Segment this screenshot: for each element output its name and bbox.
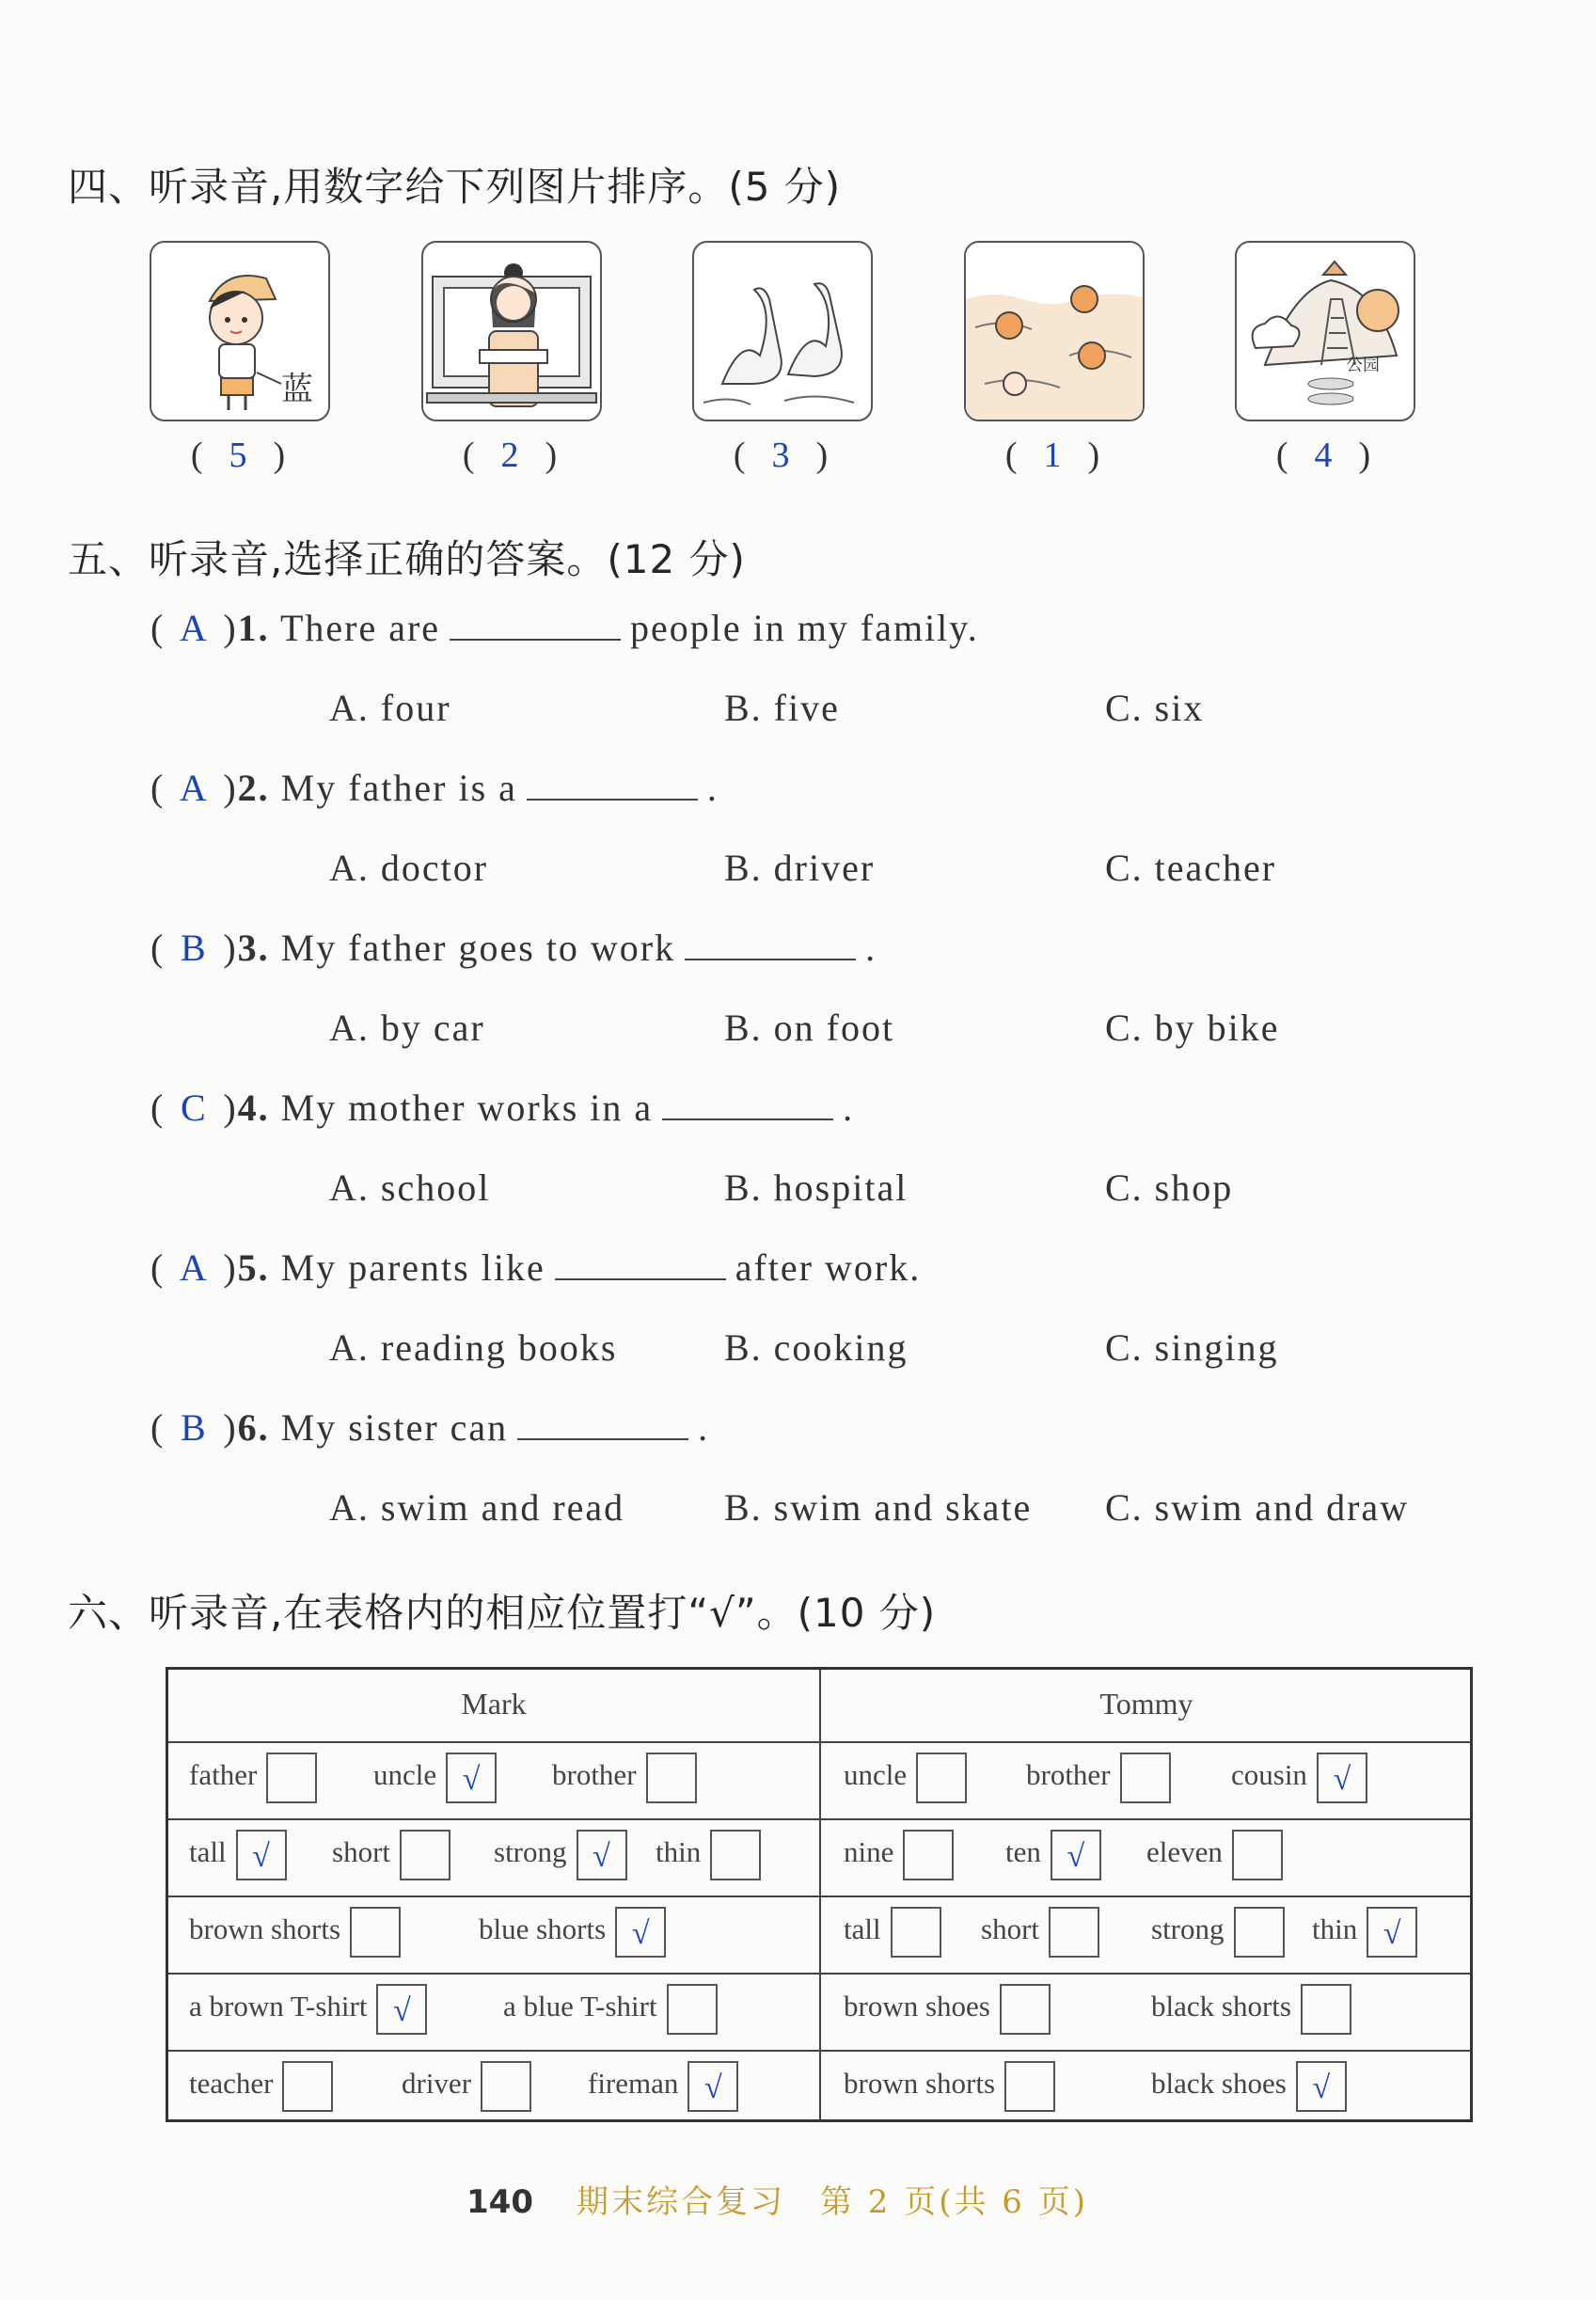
paren-close: ) bbox=[223, 927, 238, 969]
item-label: eleven bbox=[1146, 1835, 1223, 1869]
check-box[interactable] bbox=[1049, 1907, 1099, 1958]
check-box[interactable] bbox=[1234, 1907, 1285, 1958]
check-box[interactable] bbox=[481, 2061, 531, 2112]
mark_rows-item bbox=[189, 1907, 401, 1958]
answer-slot-4: ( 1 ) bbox=[1004, 436, 1100, 475]
question-2 bbox=[150, 766, 719, 810]
check-box[interactable]: √ bbox=[615, 1907, 666, 1958]
option-a: A. school bbox=[329, 1166, 491, 1209]
item-label: black shoes bbox=[1151, 2067, 1287, 2101]
item-label: tall bbox=[189, 1835, 227, 1869]
check-box[interactable] bbox=[400, 1830, 450, 1880]
option-b: B. on foot bbox=[724, 1007, 895, 1049]
question-number: 2. bbox=[237, 767, 270, 809]
paren-open: ( bbox=[150, 607, 166, 649]
mark_rows-item bbox=[189, 2061, 333, 2112]
item-label: fireman bbox=[588, 2067, 679, 2101]
paren-open: ( bbox=[150, 767, 166, 809]
question-3 bbox=[150, 926, 877, 970]
item-label: cousin bbox=[1231, 1758, 1307, 1792]
tommy_rows-item bbox=[844, 1830, 954, 1880]
picture-5 bbox=[1235, 241, 1415, 421]
picture-2 bbox=[421, 241, 602, 421]
item-label: black shorts bbox=[1151, 1990, 1291, 2023]
question-number: 5. bbox=[237, 1246, 270, 1289]
item-label: uncle bbox=[844, 1758, 908, 1792]
item-label: brown shorts bbox=[189, 1912, 341, 1946]
question-text-end: . bbox=[865, 927, 877, 969]
answer-letter: C bbox=[180, 1087, 208, 1129]
option-c: C. shop bbox=[1105, 1166, 1234, 1209]
item-label: thin bbox=[656, 1835, 702, 1869]
picture-label: 公园 bbox=[1346, 356, 1380, 375]
check-box[interactable] bbox=[282, 2061, 333, 2112]
tommy_rows-item bbox=[1151, 1984, 1351, 2035]
page-footer bbox=[466, 2176, 1088, 2222]
question-number: 6. bbox=[237, 1406, 270, 1449]
footer-text: 期末综合复习 第 2 页(共 6 页) bbox=[576, 2183, 1089, 2221]
answer-letter: B bbox=[180, 1406, 208, 1449]
picture-4 bbox=[964, 241, 1145, 421]
question-number: 1. bbox=[237, 607, 270, 649]
check-box[interactable] bbox=[266, 1753, 317, 1803]
question-text: My father goes to work bbox=[280, 927, 676, 969]
check-box[interactable] bbox=[1004, 2061, 1055, 2112]
question-1 bbox=[150, 606, 979, 650]
option-a: A. by car bbox=[329, 1007, 485, 1049]
question-number: 3. bbox=[237, 927, 270, 969]
question-number: 4. bbox=[237, 1087, 270, 1129]
item-label: teacher bbox=[189, 2067, 274, 2101]
check-box[interactable]: √ bbox=[236, 1830, 287, 1880]
option-b: B. hospital bbox=[724, 1166, 909, 1209]
mark_rows-item bbox=[588, 2061, 738, 2112]
answer-slot-2: ( 2 ) bbox=[462, 436, 558, 475]
option-a: A. doctor bbox=[329, 847, 489, 889]
swimming-kids-icon bbox=[966, 243, 1143, 420]
item-label: blue shorts bbox=[479, 1912, 607, 1946]
answer-slot-5: ( 4 ) bbox=[1275, 436, 1371, 475]
tommy_rows-item bbox=[844, 1984, 1051, 2035]
mark_rows-item bbox=[503, 1984, 718, 2035]
answer-blank bbox=[685, 930, 856, 960]
check-box[interactable] bbox=[916, 1753, 967, 1803]
tommy_rows-item bbox=[1026, 1753, 1171, 1803]
header-mark: Mark bbox=[461, 1687, 527, 1721]
tommy_rows-item bbox=[844, 1907, 941, 1958]
picture-3 bbox=[692, 241, 873, 421]
option-c: C. six bbox=[1105, 687, 1205, 729]
mark_rows-item bbox=[332, 1830, 450, 1880]
header-tommy: Tommy bbox=[1099, 1687, 1193, 1721]
question-6 bbox=[150, 1405, 709, 1450]
mark_rows-item bbox=[656, 1830, 761, 1880]
paren-close: ) bbox=[223, 1246, 238, 1289]
item-label: brown shorts bbox=[844, 2067, 996, 2101]
mark_rows-item bbox=[189, 1753, 317, 1803]
answer-blank bbox=[662, 1090, 833, 1120]
mark_rows-item bbox=[373, 1753, 497, 1803]
picture-1 bbox=[150, 241, 330, 421]
check-box[interactable]: √ bbox=[577, 1830, 627, 1880]
question-text: My sister can bbox=[280, 1406, 509, 1449]
item-label: ten bbox=[1005, 1835, 1041, 1869]
answer-blank bbox=[555, 1250, 726, 1280]
option-c: C. teacher bbox=[1105, 847, 1277, 889]
option-a: A. reading books bbox=[329, 1326, 618, 1369]
table-divider bbox=[819, 1670, 821, 2119]
question-text: There are bbox=[279, 607, 441, 649]
item-label: a blue T-shirt bbox=[503, 1990, 657, 2023]
option-c: C. singing bbox=[1105, 1326, 1279, 1369]
option-b: B. swim and skate bbox=[724, 1486, 1033, 1529]
mark_rows-item bbox=[189, 1830, 287, 1880]
check-box[interactable] bbox=[891, 1907, 941, 1958]
park-hill-icon bbox=[1237, 243, 1414, 420]
picture-label: 蓝 bbox=[281, 371, 313, 408]
item-label: father bbox=[189, 1758, 258, 1792]
answer-slot-1: ( 5 ) bbox=[190, 436, 286, 475]
section-5-title: 五、听录音,选择正确的答案。(12 分) bbox=[68, 536, 746, 582]
tommy_rows-item bbox=[1231, 1753, 1367, 1803]
item-label: a brown T-shirt bbox=[189, 1990, 368, 2023]
item-label: nine bbox=[844, 1835, 894, 1869]
section-6-title: 六、听录音,在表格内的相应位置打“√”。(10 分) bbox=[68, 1590, 937, 1636]
answer-slot-3: ( 3 ) bbox=[733, 436, 829, 475]
check-box[interactable]: √ bbox=[1051, 1830, 1101, 1880]
paren-close: ) bbox=[223, 1406, 238, 1449]
check-box[interactable] bbox=[1301, 1984, 1351, 2035]
checkmark-table bbox=[166, 1667, 1473, 2122]
item-label: uncle bbox=[373, 1758, 437, 1792]
check-box[interactable]: √ bbox=[1296, 2061, 1347, 2112]
check-box[interactable]: √ bbox=[376, 1984, 427, 2035]
check-box[interactable] bbox=[1120, 1753, 1171, 1803]
tommy_rows-item bbox=[844, 2061, 1055, 2112]
option-c: C. swim and draw bbox=[1105, 1486, 1410, 1529]
answer-blank bbox=[450, 611, 621, 641]
tommy_rows-item bbox=[1146, 1830, 1283, 1880]
tommy_rows-item bbox=[1005, 1830, 1101, 1880]
question-text: My mother works in a bbox=[280, 1087, 654, 1129]
answer-blank bbox=[517, 1410, 688, 1440]
option-b: B. driver bbox=[724, 847, 876, 889]
paren-open: ( bbox=[150, 927, 166, 969]
paren-close: ) bbox=[223, 1087, 238, 1129]
tommy_rows-item bbox=[1312, 1907, 1417, 1958]
paren-open: ( bbox=[150, 1087, 166, 1129]
item-label: brother bbox=[1026, 1758, 1111, 1792]
teacher-reading-icon bbox=[423, 243, 600, 420]
item-label: brother bbox=[552, 1758, 637, 1792]
option-c: C. by bike bbox=[1105, 1007, 1280, 1049]
section-4-title: 四、听录音,用数字给下列图片排序。(5 分) bbox=[68, 164, 842, 210]
tommy_rows-item bbox=[844, 1753, 967, 1803]
tommy_rows-item bbox=[1151, 1907, 1285, 1958]
check-box[interactable]: √ bbox=[446, 1753, 497, 1803]
check-box[interactable] bbox=[903, 1830, 954, 1880]
paren-open: ( bbox=[150, 1246, 166, 1289]
item-label: thin bbox=[1312, 1912, 1358, 1946]
check-box[interactable]: √ bbox=[1317, 1753, 1367, 1803]
answer-letter: A bbox=[179, 607, 209, 649]
tommy_rows-item bbox=[981, 1907, 1099, 1958]
kangaroos-icon bbox=[694, 243, 871, 420]
option-a: A. four bbox=[329, 687, 451, 729]
question-text-end: people in my family. bbox=[630, 607, 979, 649]
item-label: strong bbox=[1151, 1912, 1225, 1946]
answer-letter: A bbox=[179, 767, 209, 809]
tommy_rows-item bbox=[1151, 2061, 1347, 2112]
item-label: strong bbox=[494, 1835, 567, 1869]
option-a: A. swim and read bbox=[329, 1486, 625, 1529]
answer-blank bbox=[527, 770, 698, 801]
option-b: B. five bbox=[724, 687, 840, 729]
item-label: brown shoes bbox=[844, 1990, 990, 2023]
item-label: short bbox=[981, 1912, 1039, 1946]
mark_rows-item bbox=[189, 1984, 427, 2035]
question-4 bbox=[150, 1086, 854, 1130]
mark_rows-item bbox=[479, 1907, 666, 1958]
paren-close: ) bbox=[223, 607, 238, 649]
item-label: driver bbox=[402, 2067, 472, 2101]
check-box[interactable]: √ bbox=[687, 2061, 738, 2112]
check-box[interactable] bbox=[667, 1984, 718, 2035]
question-text: My father is a bbox=[280, 767, 517, 809]
paren-close: ) bbox=[223, 767, 238, 809]
answer-letter: B bbox=[180, 927, 208, 969]
mark_rows-item bbox=[494, 1830, 627, 1880]
paren-open: ( bbox=[150, 1406, 166, 1449]
question-text-end: . bbox=[843, 1087, 855, 1129]
question-text-end: . bbox=[698, 1406, 710, 1449]
check-box[interactable] bbox=[1000, 1984, 1051, 2035]
mark_rows-item bbox=[402, 2061, 531, 2112]
question-text: My parents like bbox=[280, 1246, 545, 1289]
mark_rows-item bbox=[552, 1753, 697, 1803]
question-text-end: after work. bbox=[735, 1246, 922, 1289]
check-box[interactable] bbox=[710, 1830, 761, 1880]
question-text-end: . bbox=[706, 767, 719, 809]
check-box[interactable] bbox=[350, 1907, 401, 1958]
check-box[interactable] bbox=[646, 1753, 697, 1803]
check-box[interactable]: √ bbox=[1367, 1907, 1417, 1958]
page-number: 140 bbox=[466, 2183, 533, 2221]
answer-letter: A bbox=[179, 1246, 209, 1289]
check-box[interactable] bbox=[1232, 1830, 1283, 1880]
item-label: short bbox=[332, 1835, 390, 1869]
option-b: B. cooking bbox=[724, 1326, 909, 1369]
item-label: tall bbox=[844, 1912, 881, 1946]
question-5 bbox=[150, 1245, 921, 1290]
